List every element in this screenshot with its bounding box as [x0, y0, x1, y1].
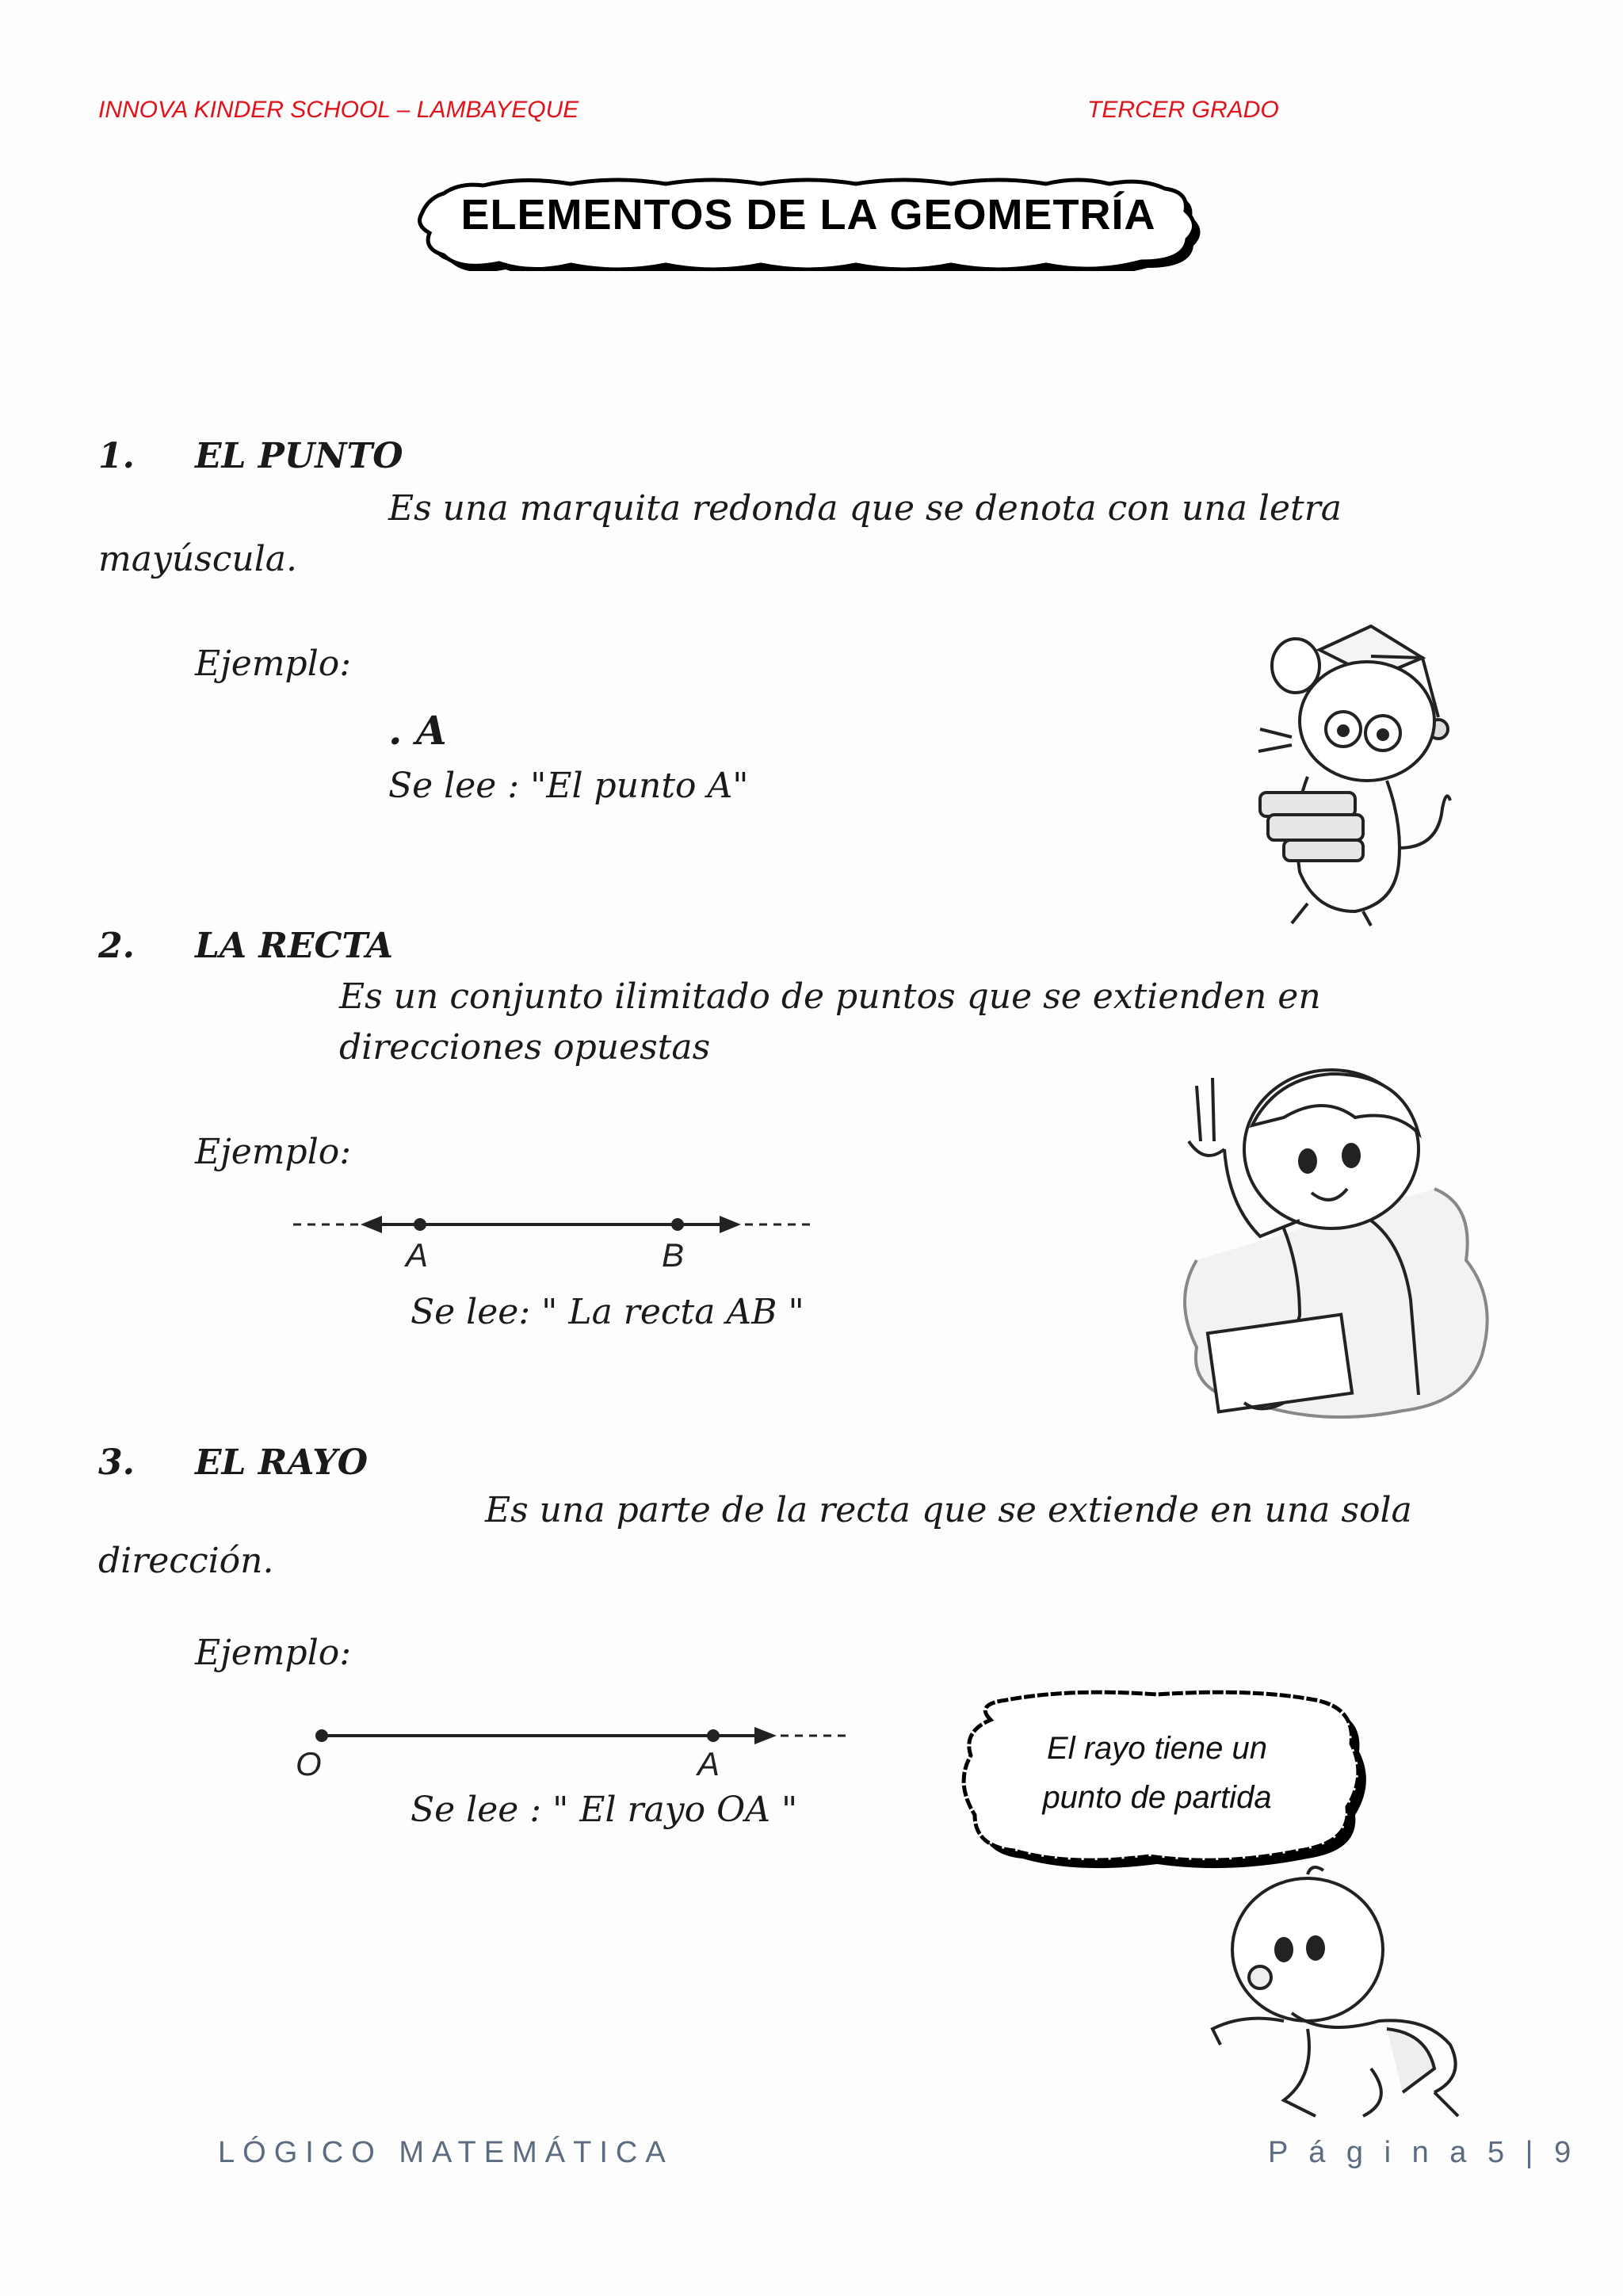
point-a-dot: [707, 1729, 720, 1742]
point-o-label: O: [296, 1745, 322, 1782]
example-label: Ejemplo:: [195, 1633, 352, 1673]
mouse-graduate-illustration: [1244, 610, 1458, 927]
grade-header: TERCER GRADO: [1087, 97, 1279, 123]
arrow-left-icon: [361, 1216, 382, 1233]
point-label: . A: [388, 707, 447, 754]
arrow-right-icon: [754, 1727, 777, 1744]
section-title: EL PUNTO: [195, 436, 403, 476]
point-b-dot: [671, 1218, 684, 1231]
crawling-baby-illustration: [1197, 1862, 1474, 2132]
page-number: P á g i n a 5 | 9: [1268, 2136, 1578, 2169]
section-title: LA RECTA: [195, 926, 393, 966]
point-b-label: B: [662, 1236, 685, 1274]
line-diagram: [285, 1205, 816, 1252]
page-title: ELEMENTOS DE LA GEOMETRÍA: [460, 191, 1156, 239]
section-description-cont: direcciones opuestas: [339, 1027, 711, 1068]
ray-diagram: [309, 1718, 856, 1758]
bubble-line-2: punto de partida: [1042, 1780, 1272, 1815]
section-description: Es una parte de la recta que se extiende en una sola: [485, 1490, 1412, 1530]
school-header: INNOVA KINDER SCHOOL – LAMBAYEQUE: [98, 97, 579, 123]
title-banner: [412, 176, 1205, 271]
subject-footer: LÓGICO MATEMÁTICA: [218, 2136, 674, 2169]
section-description-cont: mayúscula.: [98, 539, 298, 579]
arrow-right-icon: [720, 1216, 741, 1233]
example-label: Ejemplo:: [195, 1132, 352, 1172]
boy-waving-illustration: [1165, 1062, 1498, 1435]
section-number: 1.: [98, 436, 135, 476]
section-description: Es una marquita redonda que se denota con una letra: [388, 488, 1342, 529]
reading-text: Se lee: " La recta AB ": [411, 1292, 804, 1332]
reading-text: Se lee : " El rayo OA ": [411, 1790, 798, 1830]
section-number: 3.: [98, 1442, 135, 1483]
section-description-cont: dirección.: [98, 1541, 274, 1581]
point-a-label: A: [406, 1236, 429, 1274]
section-number: 2.: [98, 926, 135, 966]
bubble-line-1: El rayo tiene un: [1047, 1731, 1267, 1766]
example-label: Ejemplo:: [195, 644, 352, 684]
point-a-dot: [414, 1218, 426, 1231]
section-title: EL RAYO: [195, 1442, 369, 1483]
reading-text: Se lee : "El punto A": [388, 766, 749, 806]
point-o-dot: [315, 1729, 328, 1742]
point-a-label: A: [697, 1745, 720, 1782]
section-description: Es un conjunto ilimitado de puntos que se extienden en: [339, 976, 1321, 1017]
